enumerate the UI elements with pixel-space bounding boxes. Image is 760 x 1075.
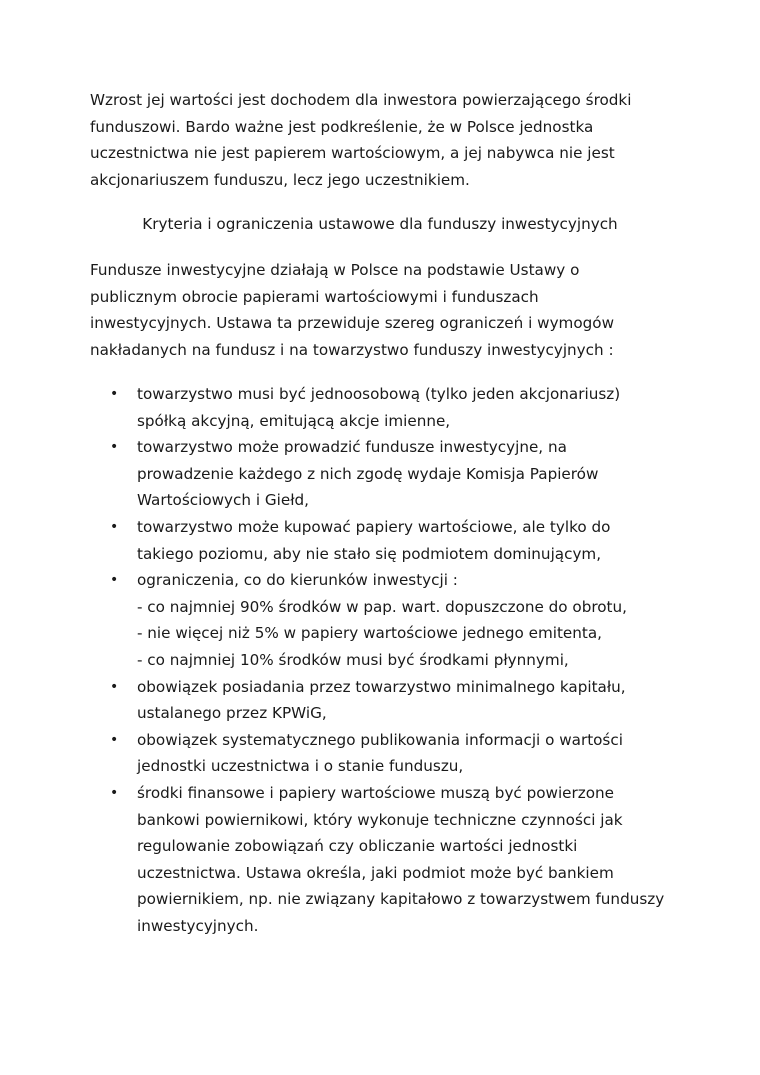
list-item: [90, 381, 710, 434]
list-item-line: - co najmniej 90% środków w pap. wart. dopuszczone do obrotu,: [137, 597, 627, 616]
bullet-icon: •: [110, 731, 119, 748]
text-line: Wzrost jej wartości jest dochodem dla inwestora powierzającego środki: [90, 91, 632, 109]
paragraph-law: [90, 257, 690, 363]
list-item: [90, 434, 710, 514]
list-item-line: uczestnictwa. Ustawa określa, jaki podmiot może być bankiem: [137, 863, 614, 882]
list-item: [90, 514, 710, 567]
text-line: inwestycyjnych. Ustawa ta przewiduje szereg ograniczeń i wymogów: [90, 314, 614, 333]
list-item-line: - nie więcej niż 5% w papiery wartościowe jednego emitenta,: [137, 624, 602, 643]
bullet-icon: •: [110, 678, 119, 695]
paragraph-intro: [90, 87, 690, 193]
list-item-line: obowiązek posiadania przez towarzystwo minimalnego kapitału,: [137, 677, 626, 696]
text-line: Fundusze inwestycyjne działają w Polsce na podstawie Ustawy o: [90, 261, 580, 279]
list-item: [90, 727, 710, 780]
list-item-line: - co najmniej 10% środków musi być środkami płynnymi,: [137, 650, 569, 669]
list-item-line: spółką akcyjną, emitującą akcje imienne,: [137, 411, 451, 430]
text-line: nakładanych na fundusz i na towarzystwo funduszy inwestycyjnych :: [90, 340, 614, 359]
list-item-line: towarzystwo może kupować papiery wartościowe, ale tylko do: [137, 517, 611, 536]
text-line: akcjonariuszem funduszu, lecz jego uczestnikiem.: [90, 170, 470, 189]
bullet-icon: •: [110, 784, 119, 801]
list-item-line: jednostki uczestnictwa i o stanie funduszu,: [137, 757, 464, 776]
list-item-line: regulowanie zobowiązań czy obliczanie wartości jednostki: [137, 837, 578, 856]
list-item-line: prowadzenie każdego z nich zgodę wydaje Komisja Papierów: [137, 464, 599, 483]
bullet-icon: •: [110, 572, 119, 589]
section-heading: Kryteria i ograniczenia ustawowe dla funduszy inwestycyjnych: [142, 215, 618, 233]
list-item: [90, 780, 710, 940]
list-item-line: towarzystwo musi być jednoosobową (tylko jeden akcjonariusz): [137, 385, 621, 403]
text-line: publicznym obrocie papierami wartościowymi i funduszach: [90, 287, 539, 306]
list-item-line: bankowi powiernikowi, który wykonuje techniczne czynności jak: [137, 810, 623, 829]
bullet-icon: •: [110, 439, 119, 456]
list-item-line: obowiązek systematycznego publikowania informacji o wartości: [137, 730, 623, 749]
list-item-line: ograniczenia, co do kierunków inwestycji :: [137, 571, 458, 590]
list-item-line: takiego poziomu, aby nie stało się podmiotem dominującym,: [137, 544, 602, 563]
list-item: [90, 567, 710, 673]
text-line: uczestnictwa nie jest papierem wartościowym, a jej nabywca nie jest: [90, 144, 615, 163]
list-item-line: inwestycyjnych.: [137, 916, 259, 935]
list-item-line: ustalanego przez KPWiG,: [137, 704, 327, 723]
list-item: [90, 674, 710, 727]
text-line: funduszowi. Bardo ważne jest podkreślenie, że w Polsce jednostka: [90, 117, 594, 136]
list-item-line: Wartościowych i Giełd,: [137, 491, 309, 510]
list-item-line: środki finansowe i papiery wartościowe muszą być powierzone: [137, 783, 615, 802]
list-item-line: powiernikiem, np. nie związany kapitałowo z towarzystwem funduszy: [137, 890, 665, 909]
requirements-list: [90, 381, 710, 939]
list-item-line: towarzystwo może prowadzić fundusze inwestycyjne, na: [137, 438, 567, 457]
bullet-icon: •: [110, 386, 119, 402]
bullet-icon: •: [110, 518, 119, 535]
